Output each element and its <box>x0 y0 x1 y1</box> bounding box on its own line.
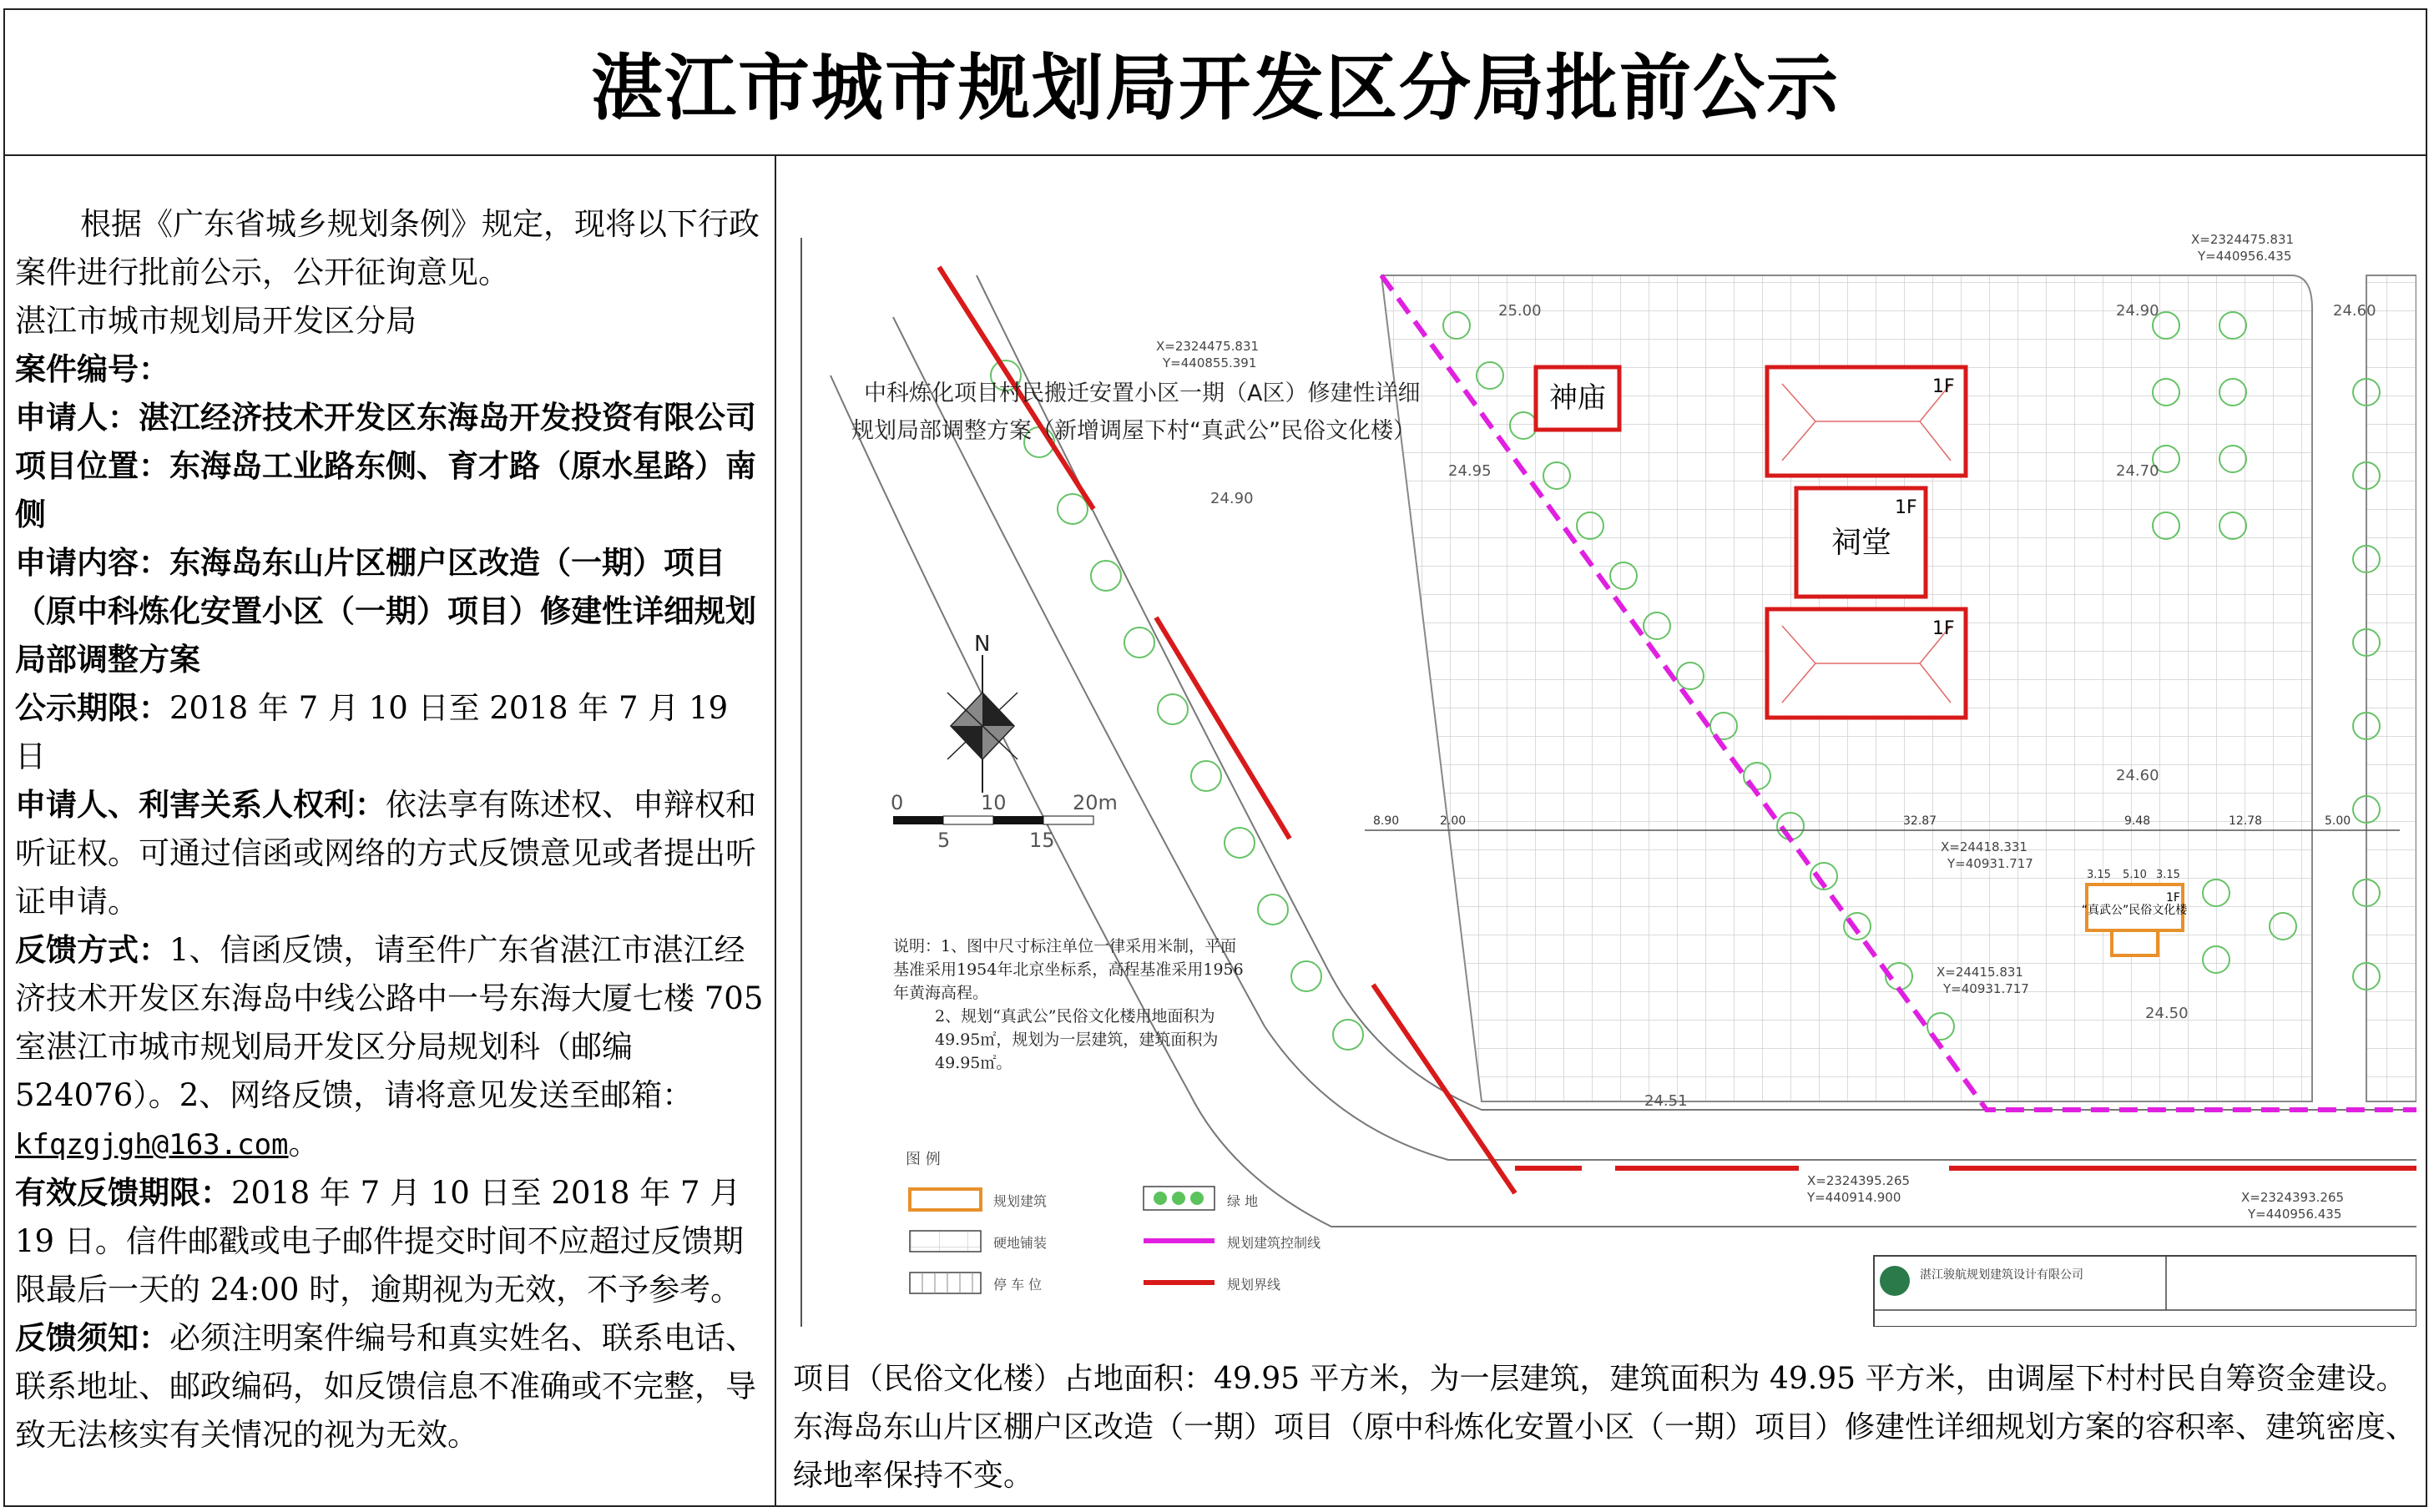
north-label: N <box>974 632 991 657</box>
dim-6: 3.15 <box>2087 869 2111 881</box>
notes-title: 说明： <box>893 937 942 955</box>
coord-0: X=2324475.831 <box>2191 232 2295 247</box>
floor-label-2: 1F <box>1895 497 1917 518</box>
legend-5: 规划界线 <box>1227 1277 1281 1293</box>
new-building-label: “真武公”民俗文化楼 <box>2081 904 2188 917</box>
notice-label: 反馈须知： <box>15 1320 169 1356</box>
notice-text-column <box>15 200 766 1459</box>
scale-20: 20m <box>1073 791 1118 814</box>
coord-1: Y=440956.435 <box>2198 249 2292 264</box>
case-number-line <box>15 345 766 394</box>
location-value: 东海岛工业路东侧、育才路（原水星路）南侧 <box>15 448 756 532</box>
dim-4: 12.78 <box>2229 814 2263 828</box>
legend-0: 规划建筑 <box>993 1193 1048 1209</box>
applicant-label: 申请人： <box>15 400 139 436</box>
floor-label-1: 1F <box>1932 376 1955 397</box>
dim-5: 5.00 <box>2325 814 2351 828</box>
email-tail: 。 <box>288 1126 320 1162</box>
scale-15: 15 <box>1029 829 1055 852</box>
title-row <box>3 8 2427 156</box>
north-arrow-icon <box>947 632 1018 793</box>
drawing-title-block <box>1874 1256 2416 1327</box>
dim-3: 9.48 <box>2124 814 2151 828</box>
agency-name: 湛江市城市规划局开发区分局 <box>15 303 417 339</box>
scale-10: 10 <box>981 791 1007 814</box>
period-label: 公示期限： <box>15 690 169 726</box>
dim-7: 5.10 <box>2123 869 2147 881</box>
legend <box>910 1187 1321 1293</box>
period-value: 2018 年 7 月 10 日至 2018 年 7 月 19 日 <box>15 690 729 774</box>
elev-1: 24.90 <box>2116 302 2159 320</box>
valid-label: 有效反馈期限： <box>15 1175 231 1211</box>
scale-bar <box>891 791 1118 852</box>
dim-2: 32.87 <box>1903 814 1937 828</box>
plan-notes <box>893 935 1252 1126</box>
elev-6: 24.60 <box>2116 767 2159 784</box>
legend-4: 停 车 位 <box>993 1277 1043 1293</box>
dim-8: 3.15 <box>2156 869 2180 881</box>
dim-0: 8.90 <box>1373 814 1400 828</box>
plan-title-line2: 规划局部调整方案（新增调屋下村“真武公”民俗文化楼） <box>851 418 1416 444</box>
page-title: 湛江市城市规划局开发区分局批前公示 <box>591 46 1840 130</box>
coord-8: X=2324395.265 <box>1807 1173 1911 1188</box>
coord-7: Y=40931.717 <box>1943 981 2029 996</box>
legend-2: 硬地铺装 <box>993 1235 1048 1251</box>
coord-3: Y=440855.391 <box>1163 355 1257 370</box>
feedback-email-link[interactable]: kfqzgjgh@163.com <box>15 1128 289 1162</box>
coord-2: X=2324475.831 <box>1156 339 1260 354</box>
applicant-value: 湛江经济技术开发区东海岛开发投资有限公司 <box>139 400 756 436</box>
elev-7: 24.50 <box>2145 1005 2189 1022</box>
valid-value: 2018 年 7 月 10 日至 2018 年 7 月 19 日。信件邮戳或电子邮件提交时间不应超过反馈期限最后一天的 24:00 时，逾期视为无效，不予参考。 <box>15 1175 744 1308</box>
intro-paragraph: 根据《广东省城乡规划条例》规定，现将以下行政案件进行批前公示，公开征询意见。 <box>15 206 760 290</box>
plan-title-line1: 中科炼化项目村民搬迁安置小区一期（A区）修建性详细 <box>864 381 1421 406</box>
content-label: 申请内容： <box>15 545 169 581</box>
legend-1: 绿 地 <box>1227 1193 1259 1209</box>
elev-5: 24.70 <box>2116 462 2159 480</box>
company-name: 湛江骏航规划建筑设计有限公司 <box>1920 1268 2083 1282</box>
paved-grid-east <box>2366 275 2416 1101</box>
content-line <box>15 539 766 684</box>
valid-period-line <box>15 1169 766 1314</box>
elev-2: 24.60 <box>2333 302 2376 320</box>
site-plan-drawing <box>797 225 2416 1327</box>
elev-0: 25.00 <box>1498 302 1542 320</box>
coord-6: X=24415.831 <box>1937 965 2023 980</box>
elev-3: 24.95 <box>1448 462 1492 480</box>
dim-1: 2.00 <box>1440 814 1467 828</box>
location-line <box>15 442 766 539</box>
rights-value: 依法享有陈述权、申辩权和听证权。可通过信函或网络的方式反馈意见或者提出听证申请。 <box>15 787 756 920</box>
rights-label: 申请人、利害关系人权利： <box>15 787 386 823</box>
notice-value: 必须注明案件编号和真实姓名、联系电话、联系地址、邮政编码，如反馈信息不准确或不完整，导致无法核实有关情况的视为无效。 <box>15 1320 756 1453</box>
elev-8: 24.51 <box>1644 1092 1688 1110</box>
scale-5: 5 <box>937 829 951 852</box>
scale-0: 0 <box>891 791 904 814</box>
coord-10: X=2324393.265 <box>2241 1190 2345 1205</box>
project-summary-text: 项目（民俗文化楼）占地面积：49.95 平方米，为一层建筑，建筑面积为 49.95 平方米，由调屋下村村民自筹资金建设。东海岛东山片区棚户区改造（一期）项目（原中科炼化安置小区（一期）项目）修建性详细规划方案的容积率、建筑密度、绿地率保持不变。 <box>793 1362 2416 1493</box>
case-label: 案件编号： <box>15 351 169 387</box>
feedback-line <box>15 926 766 1169</box>
column-divider <box>775 156 776 1507</box>
applicant-line <box>15 394 766 442</box>
rights-line <box>15 781 766 926</box>
period-line <box>15 684 766 781</box>
feedback-value: 1、信函反馈，请至件广东省湛江市湛江经济技术开发区东海岛中线公路中一号东海大厦七楼 705 室湛江市城市规划局开发区分局规划科（邮编 524076）。2、网络反馈，请将意见发送至邮箱： <box>15 932 764 1113</box>
coord-4: X=24418.331 <box>1941 839 2027 854</box>
legend-3: 规划建筑控制线 <box>1227 1235 1321 1251</box>
floor-label-4: 1F <box>2166 891 2180 905</box>
note-1: 1、图中尺寸标注单位一律采用米制，平面基准采用1954年北京坐标系，高程基准采用1956年黄海高程。 <box>893 937 1244 1002</box>
coord-9: Y=440914.900 <box>1807 1190 1901 1205</box>
coord-11: Y=440956.435 <box>2248 1207 2342 1222</box>
floor-label-3: 1F <box>1932 618 1955 639</box>
note-2: 2、规划“真武公”民俗文化楼用地面积为49.95㎡，规划为一层建筑，建筑面积为49.95㎡。 <box>935 1007 1219 1072</box>
elev-4: 24.90 <box>1210 490 1254 507</box>
feedback-label: 反馈方式： <box>15 932 169 968</box>
temple-label: 神庙 <box>1549 381 1606 415</box>
location-label: 项目位置： <box>15 448 169 484</box>
legend-title: 图 例 <box>906 1151 941 1168</box>
notice-line <box>15 1314 766 1459</box>
coord-5: Y=40931.717 <box>1947 856 2033 871</box>
content-value: 东海岛东山片区棚户区改造（一期）项目（原中科炼化安置小区（一期）项目）修建性详细规划局部调整方案 <box>15 545 756 678</box>
ancestral-hall-label: 祠堂 <box>1831 526 1892 560</box>
